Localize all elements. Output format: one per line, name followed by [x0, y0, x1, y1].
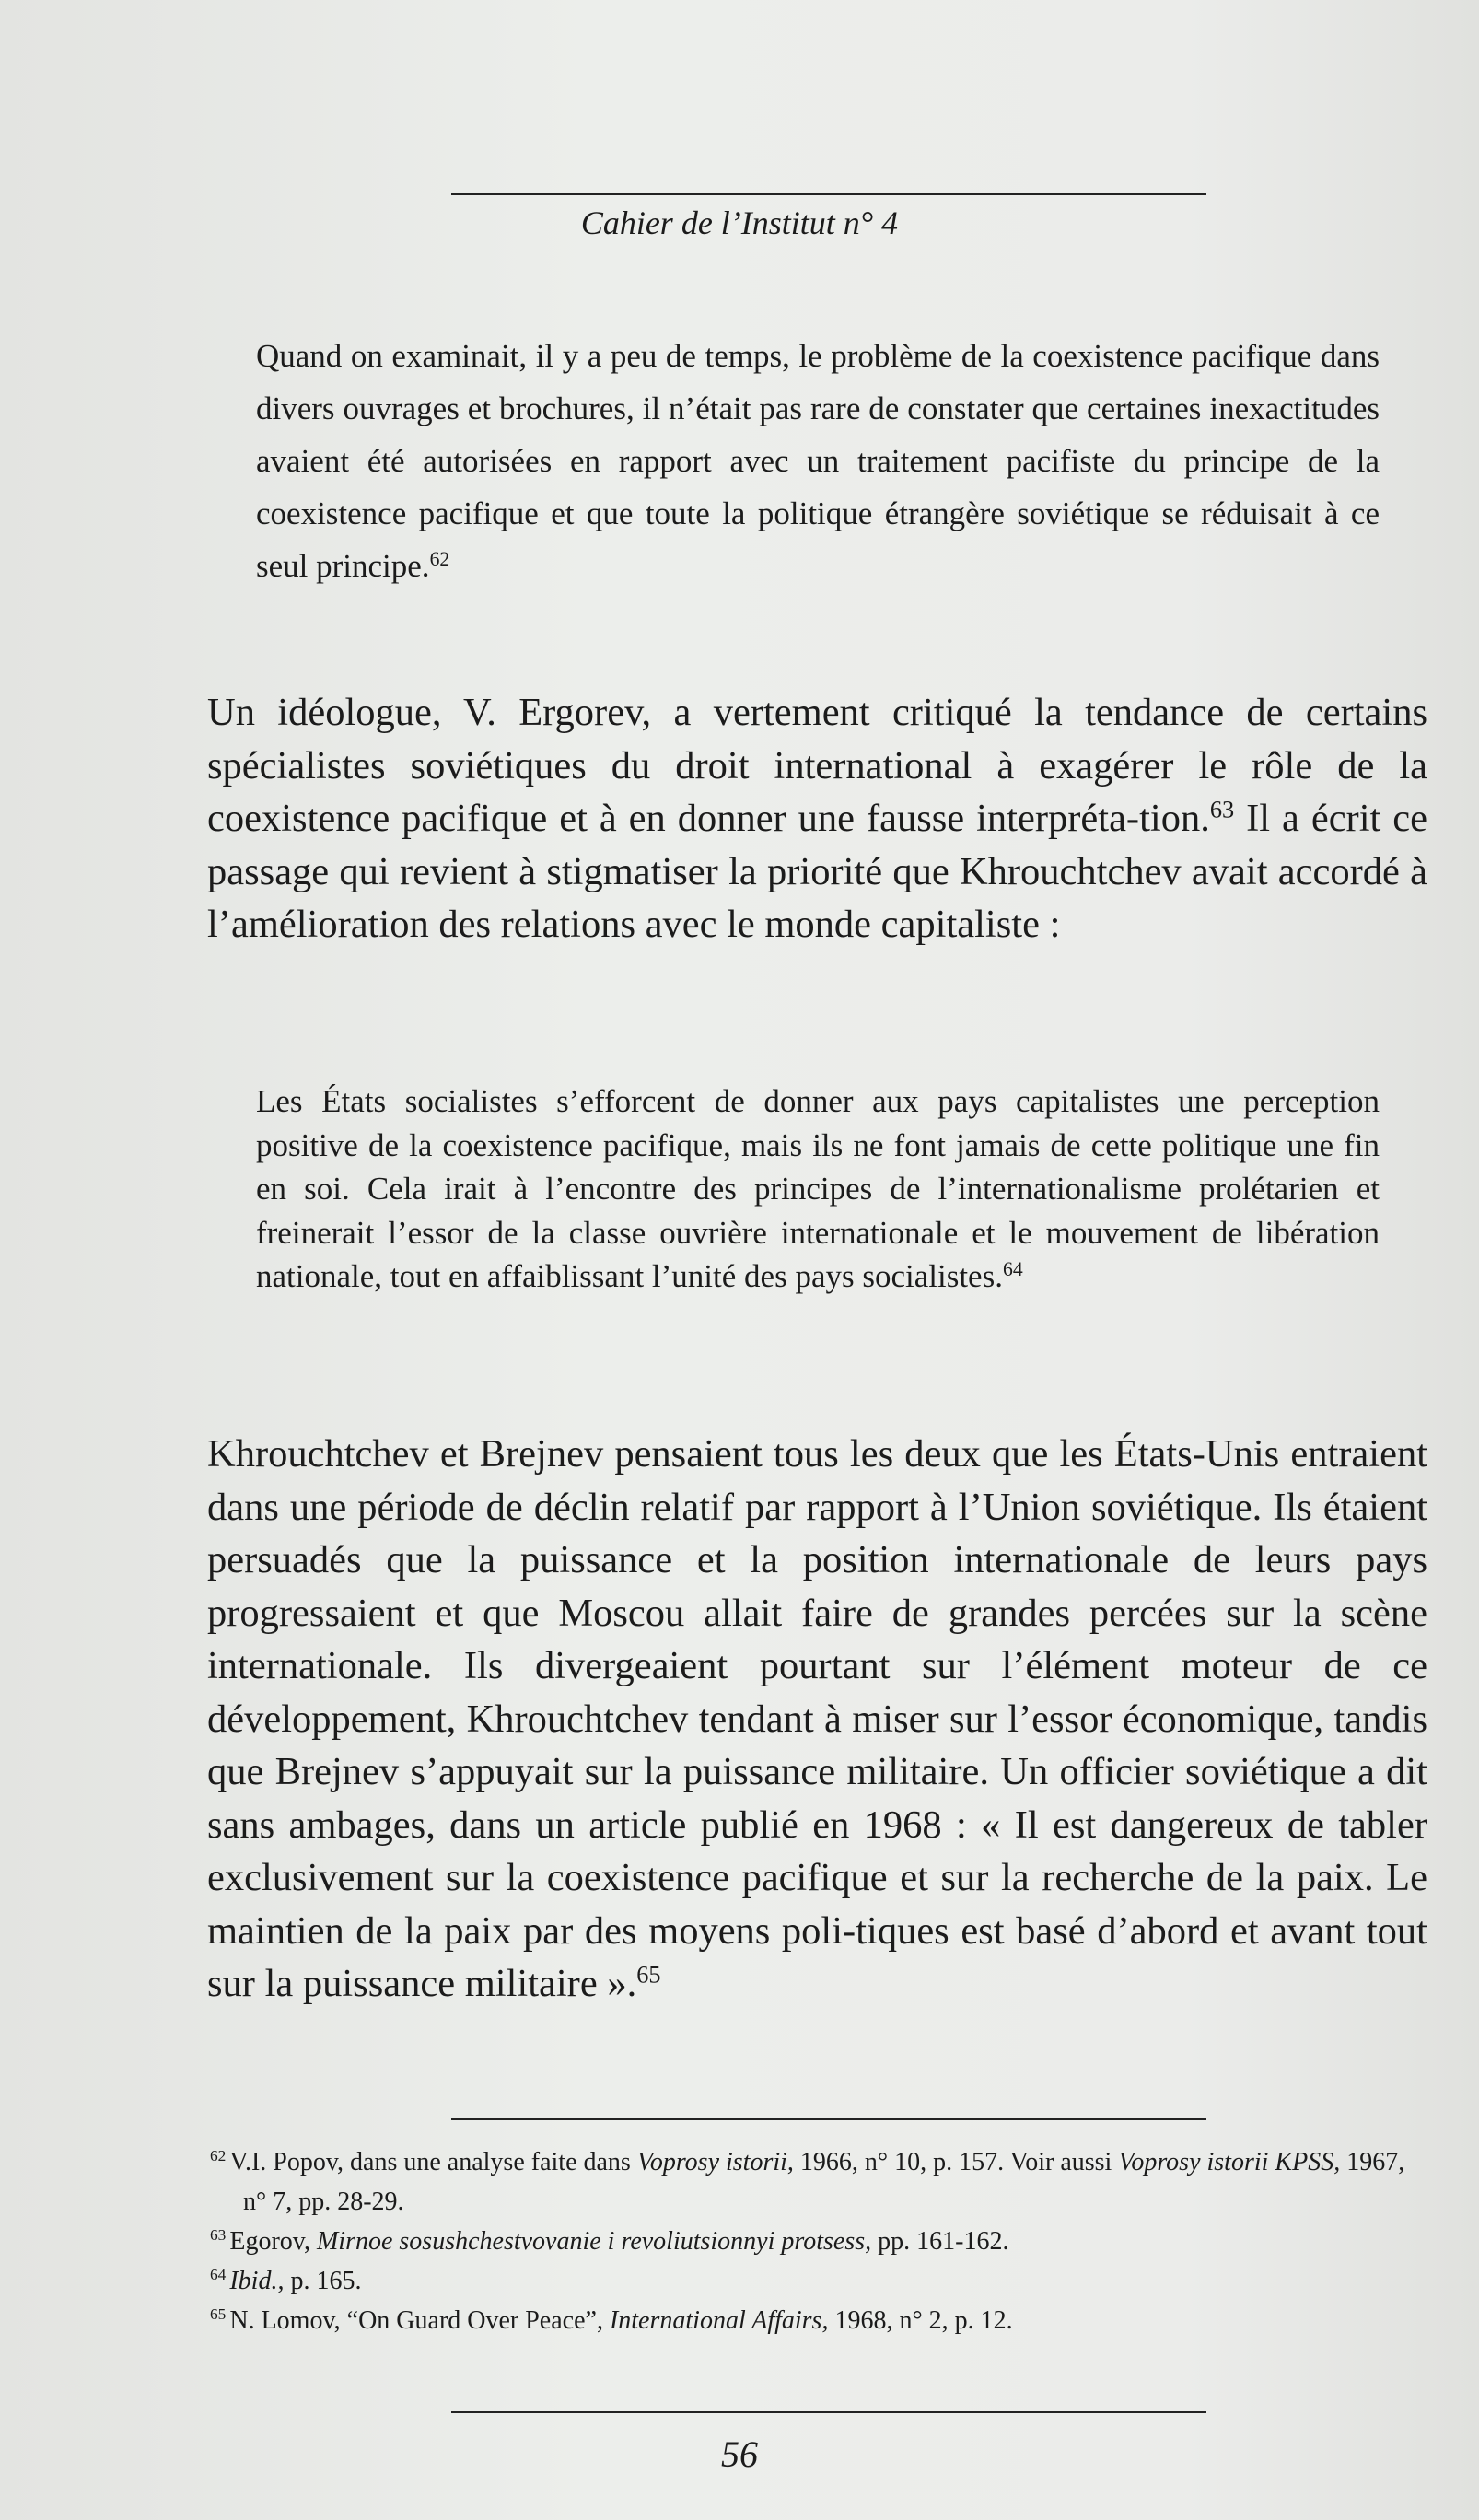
paragraph-2	[207, 686, 1427, 951]
block-quote-text: Les États socialistes s’efforcent de donner aux pays capitalistes une perception positive de la coexistence pacifique, mais ils ne font jamais de cette politique une fin en soi. Cela irait à l’encontre des principes de l’internationalisme prolétarien et freinerait l’essor de la classe ouvrière internationale et le mouvement de libération nationale, tout en affaiblissant l’unité des pays socialistes.	[256, 1083, 1380, 1294]
footnote-number: 62	[210, 2147, 227, 2165]
footnote-number: 65	[210, 2305, 227, 2324]
paragraph-1-text: Quand on examinait, il y a peu de temps, le problème de la coexistence pacifique dans divers ouvrages et brochures, il n’était pas rare de constater que certaines inexactitudes avaient été autorisées en rapport avec un traitement pacifiste du principe de la coexistence pacifique et que toute la politique étrangère soviétique se réduisait à ce seul principe.	[256, 338, 1380, 584]
footnote-text: Egorov,	[229, 2227, 317, 2256]
footnote-title: Ibid.,	[229, 2267, 285, 2295]
footnote-title: International Affairs,	[609, 2306, 829, 2335]
footnote-text: pp. 161-162.	[871, 2227, 1009, 2256]
footnotes-list	[210, 2142, 1426, 2340]
footnote-65	[210, 2301, 1426, 2340]
footnote-text: 1967, n° 7, pp. 28-29.	[243, 2148, 1405, 2216]
running-title: Cahier de l’Institut n° 4	[580, 204, 899, 241]
footnote-title: Voprosy istorii,	[636, 2148, 794, 2176]
footnote-title: Mirnoe sosushchestvovanie i revoliutsionnyi protsess,	[316, 2227, 872, 2256]
paragraph-3	[207, 1428, 1427, 2011]
footnote-text: N. Lomov, “On Guard Over Peace”,	[229, 2306, 610, 2335]
footer-rule	[451, 2411, 1206, 2413]
footnote-62	[210, 2142, 1426, 2222]
footnote-ref-65[interactable]: 65	[636, 1961, 661, 1989]
paragraph-3-text: Khrouchtchev et Brejnev pensaient tous les deux que les États-Unis entraient dans une période de déclin relatif par rapport à l’Union soviétique. Ils étaient persuadés que la puissance et la position internationale de leurs pays progressaient et que Moscou allait faire de grandes percées sur la scène internationale. Ils divergeaient pourtant sur l’élément moteur de ce développement, Khrouchtchev tendant à miser sur l’essor économique, tandis que Brejnev s’appuyait sur la puissance militaire. Un officier soviétique a dit sans ambages, dans un article publié en 1968 : « Il est dangereux de tabler exclusivement sur la coexistence pacifique et sur la recherche de la paix. Le maintien de la paix par des moyens poli-tiques est basé d’abord et avant tout sur la puissance militaire ».	[207, 1432, 1427, 2005]
footnote-64	[210, 2261, 1426, 2301]
header-rule	[451, 193, 1206, 195]
footnote-title: Voprosy istorii KPSS,	[1118, 2148, 1341, 2176]
footnote-ref-63[interactable]: 63	[1209, 796, 1235, 823]
footnote-text: 1966, n° 10, p. 157. Voir aussi	[793, 2148, 1119, 2176]
page-number: 56	[721, 2433, 758, 2475]
footnote-number: 63	[210, 2226, 227, 2245]
footnote-number: 64	[210, 2266, 227, 2284]
footnote-ref-64[interactable]: 64	[1002, 1258, 1023, 1281]
footnote-ref-62[interactable]: 62	[429, 548, 450, 571]
footnote-text: V.I. Popov, dans une analyse faite dans	[229, 2148, 637, 2176]
block-quote	[256, 1079, 1380, 1299]
footnote-text: p. 165.	[284, 2267, 362, 2295]
footnote-text: 1968, n° 2, p. 12.	[828, 2306, 1013, 2335]
footnote-63	[210, 2222, 1426, 2261]
footnote-rule	[451, 2118, 1206, 2120]
paragraph-2-text-b: Il a écrit ce passage qui revient à stigmatiser la priorité que Khrouchtchev avait accordé à l’amélioration des relations avec le monde capitaliste :	[207, 797, 1427, 946]
paragraph-2-text-a: Un idéologue, V. Ergorev, a vertement critiqué la tendance de certains spécialistes soviétiques du droit international à exagérer le rôle de la coexistence pacifique et à en donner une fausse interpréta-tion.	[207, 691, 1427, 840]
paragraph-1	[256, 330, 1380, 592]
